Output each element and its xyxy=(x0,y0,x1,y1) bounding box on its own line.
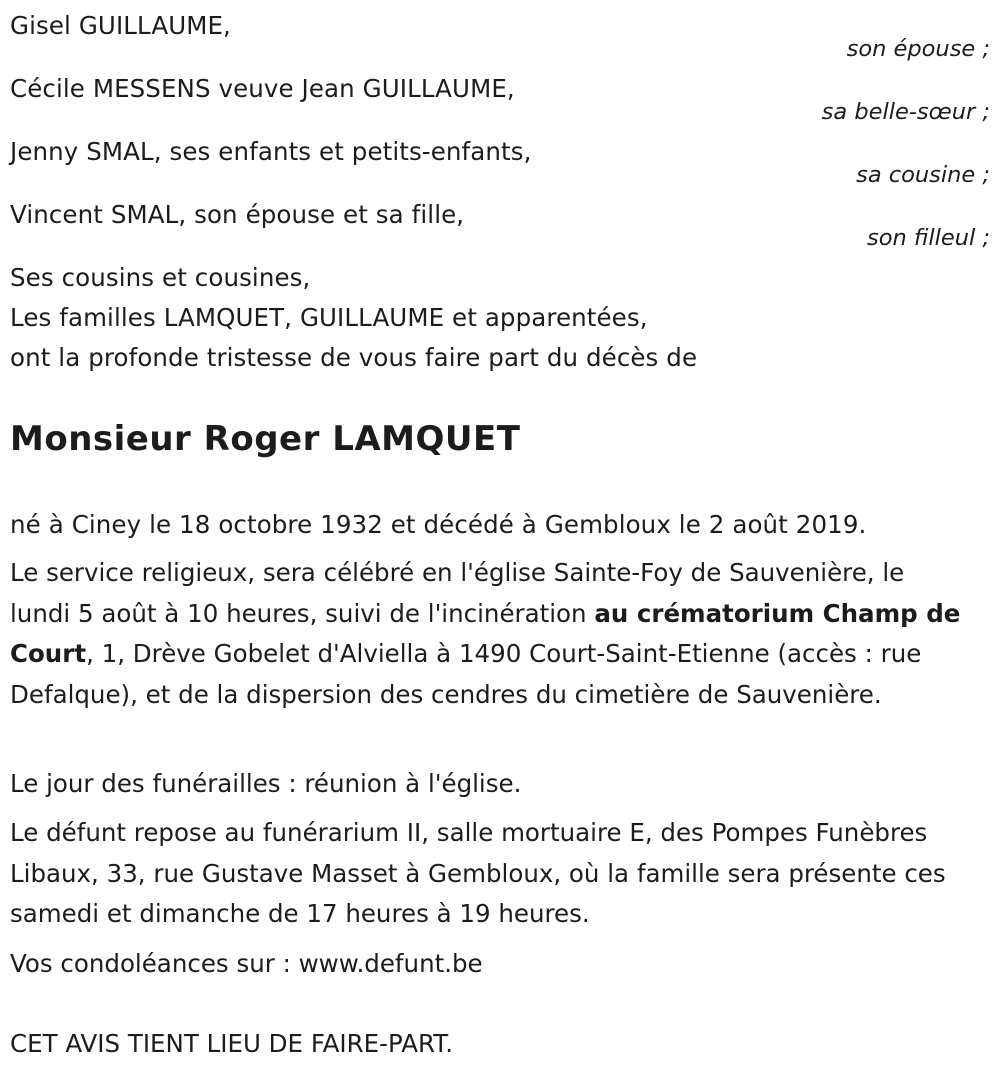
others-line-2: Les familles LAMQUET, GUILLAUME et apparentées, xyxy=(10,303,648,332)
family-relation-1: son épouse ; xyxy=(846,36,990,62)
family-member-4: Vincent SMAL, son épouse et sa fille, xyxy=(10,200,465,229)
family-member-1: Gisel GUILLAUME, xyxy=(10,11,231,40)
service-text-before: Le service religieux, sera célébré en l'église Sainte-Foy de Sauvenière, le lundi 5 août à 10 heures, suivi de l'incinération xyxy=(10,558,905,628)
family-relation-3: sa cousine ; xyxy=(856,162,990,188)
others-line-3: ont la profonde tristesse de vous faire part du décès de xyxy=(10,343,698,372)
repose-details: Le défunt repose au funérarium II, salle mortuaire E, des Pompes Funèbres Libaux, 33, rue Gustave Masset à Gembloux, où la famille sera présente ces samedi et dimanche de 17 heures à 19 heures. xyxy=(10,818,946,928)
deceased-name: Monsieur Roger LAMQUET xyxy=(10,419,521,459)
family-member-3: Jenny SMAL, ses enfants et petits-enfants, xyxy=(10,137,532,166)
service-details xyxy=(10,553,972,715)
family-member-2: Cécile MESSENS veuve Jean GUILLAUME, xyxy=(10,74,515,103)
notice-line: CET AVIS TIENT LIEU DE FAIRE-PART. xyxy=(10,1029,454,1058)
funeral-day: Le jour des funérailles : réunion à l'église. xyxy=(10,769,522,798)
condolences-line: Vos condoléances sur : www.defunt.be xyxy=(10,949,483,978)
service-text-after: , 1, Drève Gobelet d'Alviella à 1490 Court-Saint-Etienne (accès : rue Defalque), et de la dispersion des cendres du cimetière de Sauvenière. xyxy=(10,639,922,709)
crematorium-name: au crématorium Champ de Court xyxy=(10,598,961,668)
others-line-1: Ses cousins et cousines, xyxy=(10,263,311,292)
family-relation-4: son filleul ; xyxy=(866,225,990,251)
family-relation-2: sa belle-sœur ; xyxy=(821,99,990,125)
birth-death-dates: né à Ciney le 18 octobre 1932 et décédé à Gembloux le 2 août 2019. xyxy=(10,510,867,539)
